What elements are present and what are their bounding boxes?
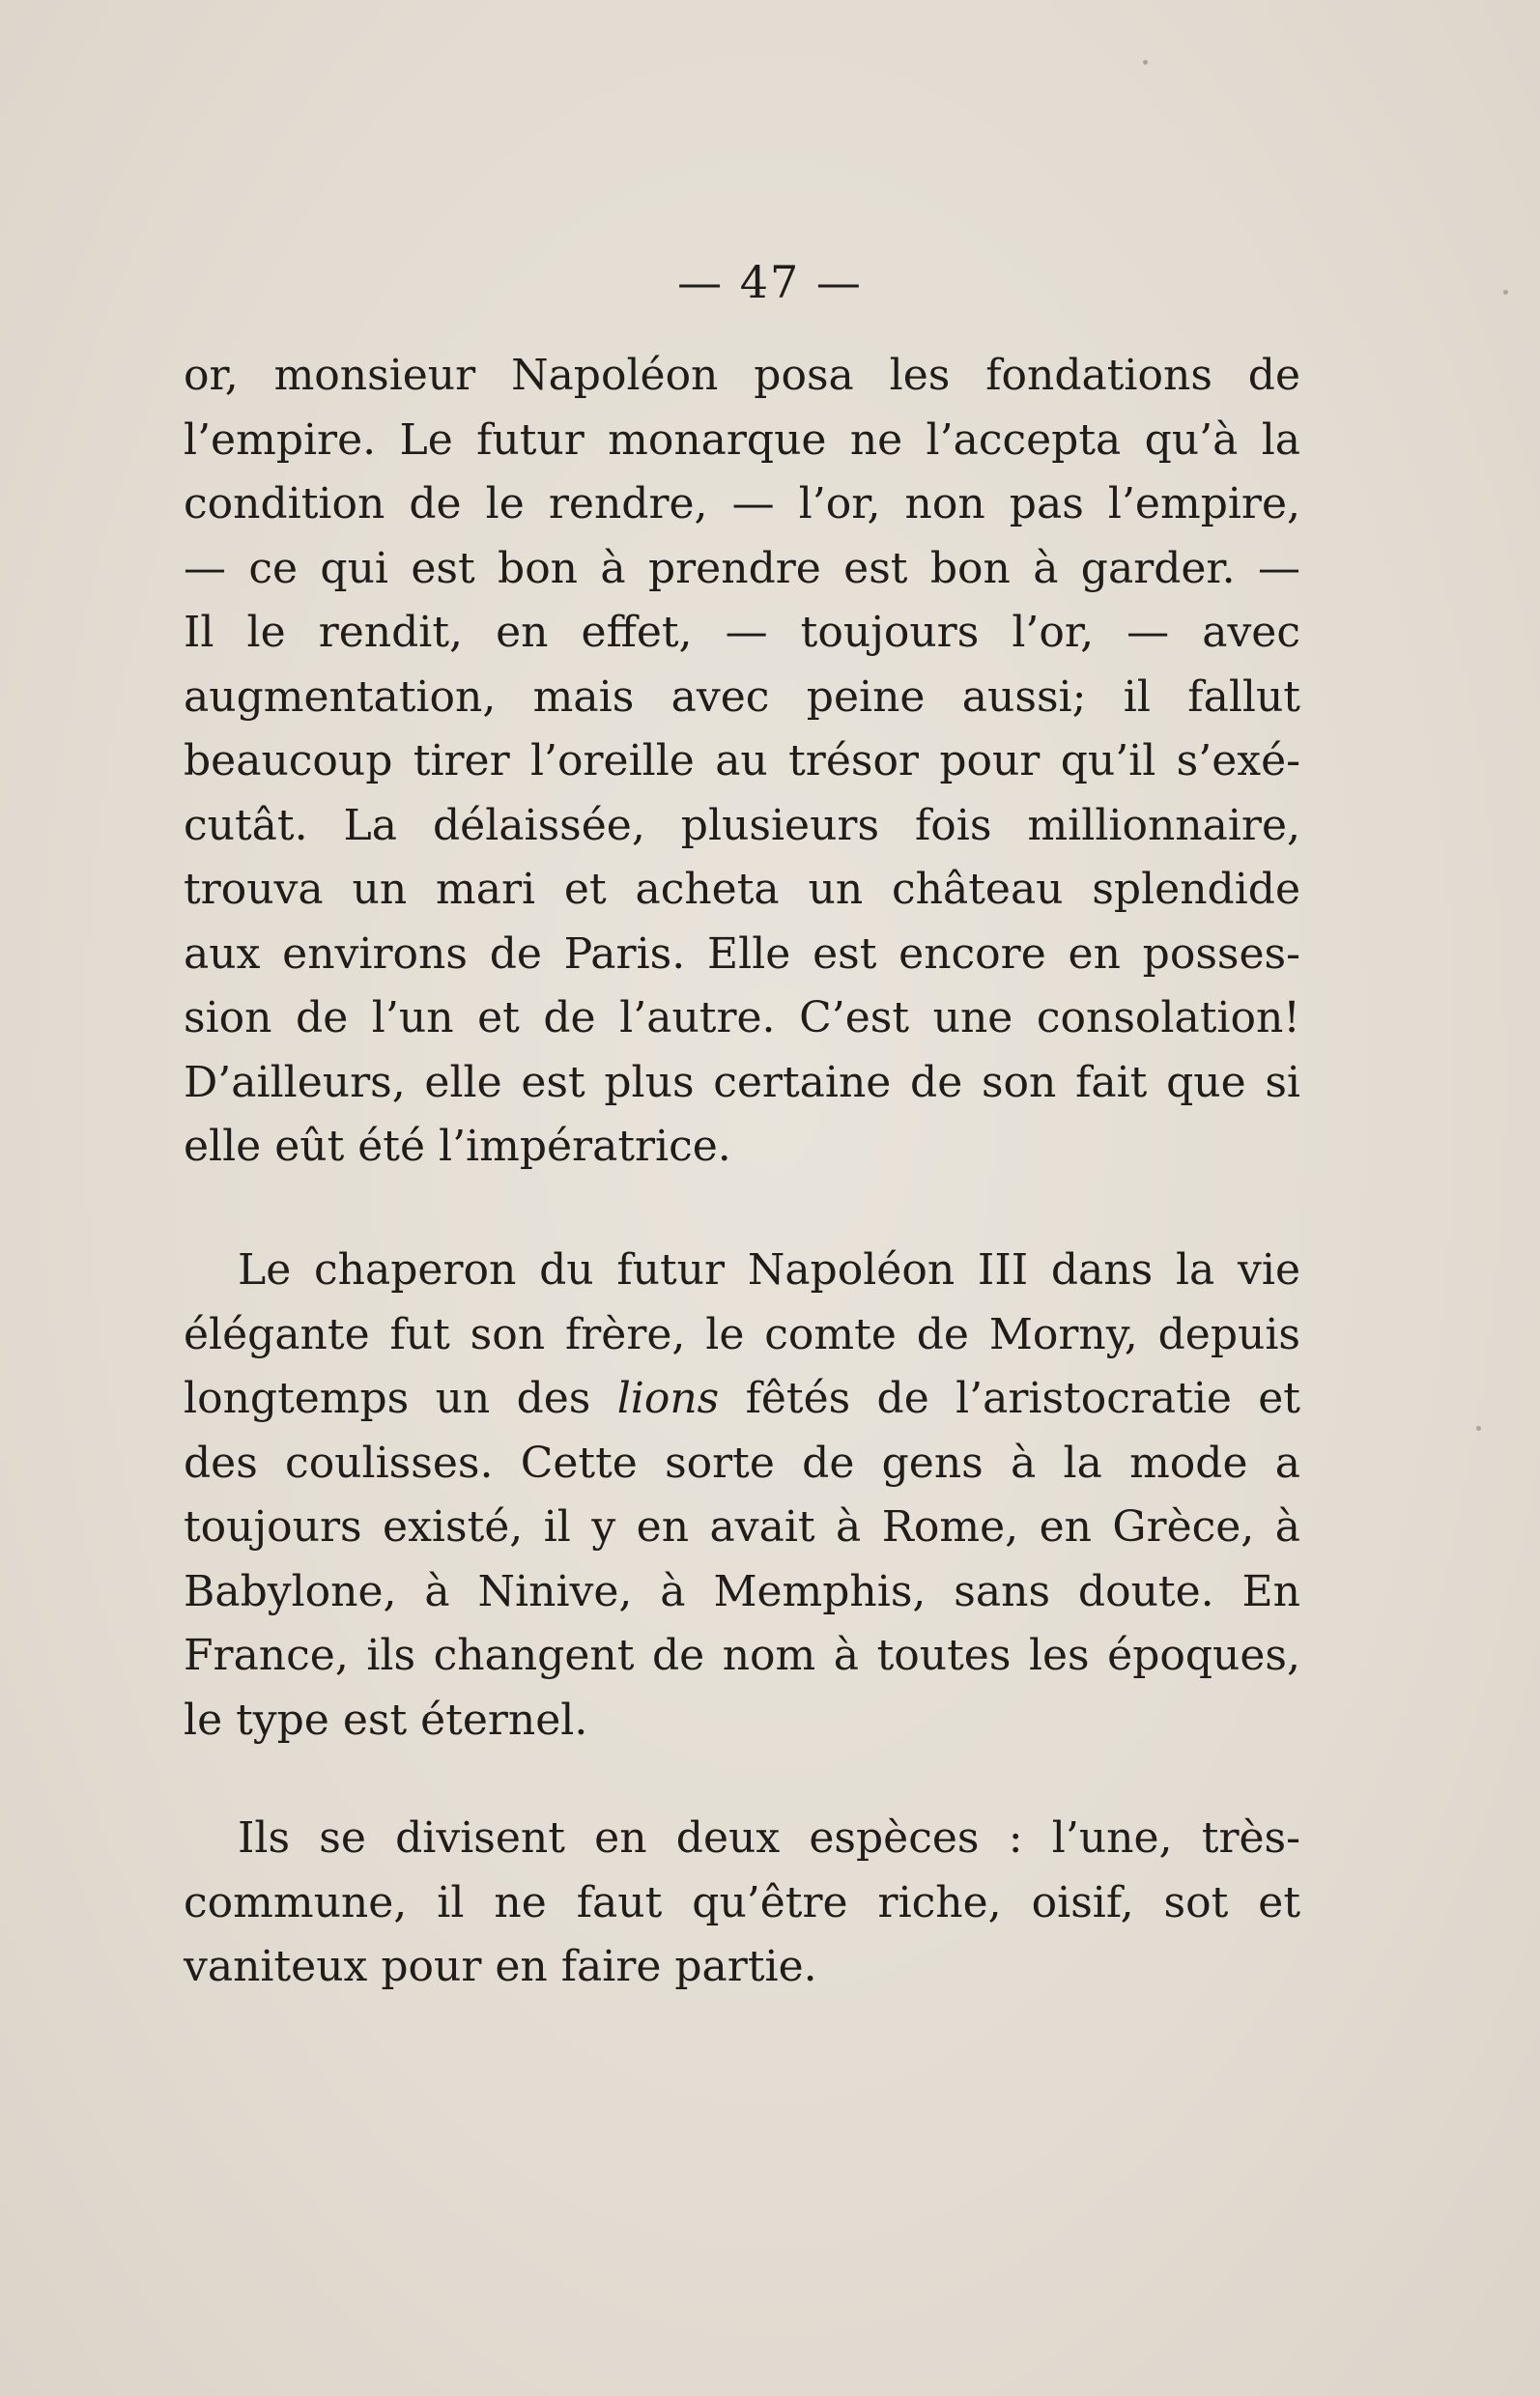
text-segment: fêtés de l’aristocratie et [719,1374,1300,1423]
paper-speck [1476,1426,1481,1431]
text-line: Il le rendit, en effet, — toujours l’or, — avec [184,608,1300,657]
text-line: trouva un mari et acheta un château splendide [184,865,1300,914]
paper-speck [1503,290,1508,295]
text-line: Babylone, à Ninive, à Memphis, sans doute. En [184,1566,1300,1616]
text-line: elle eût été l’impératrice. [184,1122,731,1171]
text-line: des coulisses. Cette sorte de gens à la mode a [184,1438,1300,1488]
text-line-with-italic [184,1367,1300,1432]
text-line: Le chaperon du futur Napoléon III dans la vie [238,1245,1300,1295]
text-line: sion de l’un et de l’autre. C’est une consolation! [184,993,1300,1042]
page-number: — 47 — [677,256,863,308]
text-line: or, monsieur Napoléon posa les fondations de [184,351,1300,400]
text-line: France, ils changent de nom à toutes les époques, [184,1631,1300,1680]
paragraph-2 [184,1239,1300,1753]
text-line: l’empire. Le futur monarque ne l’accepta qu’à la [184,414,1300,465]
text-line: D’ailleurs, elle est plus certaine de son fait que si [184,1057,1300,1107]
paper-speck [1143,60,1148,65]
text-line: aux environs de Paris. Elle est encore en posses- [184,928,1300,979]
text-line: toujours existé, il y en avait à Rome, en Grèce, à [184,1502,1300,1552]
text-line: le type est éternel. [184,1695,588,1745]
italic-word: lions [616,1374,720,1423]
text-segment: longtemps un des [184,1374,617,1423]
text-line: beaucoup tirer l’oreille au trésor pour qu’il s’exé- [184,736,1300,785]
text-line: commune, il ne faut qu’être riche, oisif, sot et [184,1877,1300,1927]
text-line: Ils se divisent en deux espèces : l’une, très- [238,1813,1300,1863]
paragraph-1 [184,344,1300,1180]
text-line: cutât. La délaissée, plusieurs fois millionnaire, [184,800,1300,850]
text-line: augmentation, mais avec peine aussi; il fallut [184,671,1300,722]
text-line: — ce qui est bon à prendre est bon à garder. — [184,543,1300,593]
text-line: vaniteux pour en faire partie. [184,1942,817,1991]
paragraph-3 [184,1807,1300,2000]
text-line: élégante fut son frère, le comte de Morny, depuis [184,1309,1300,1359]
text-line: condition de le rendre, — l’or, non pas l’empire, [184,479,1300,528]
